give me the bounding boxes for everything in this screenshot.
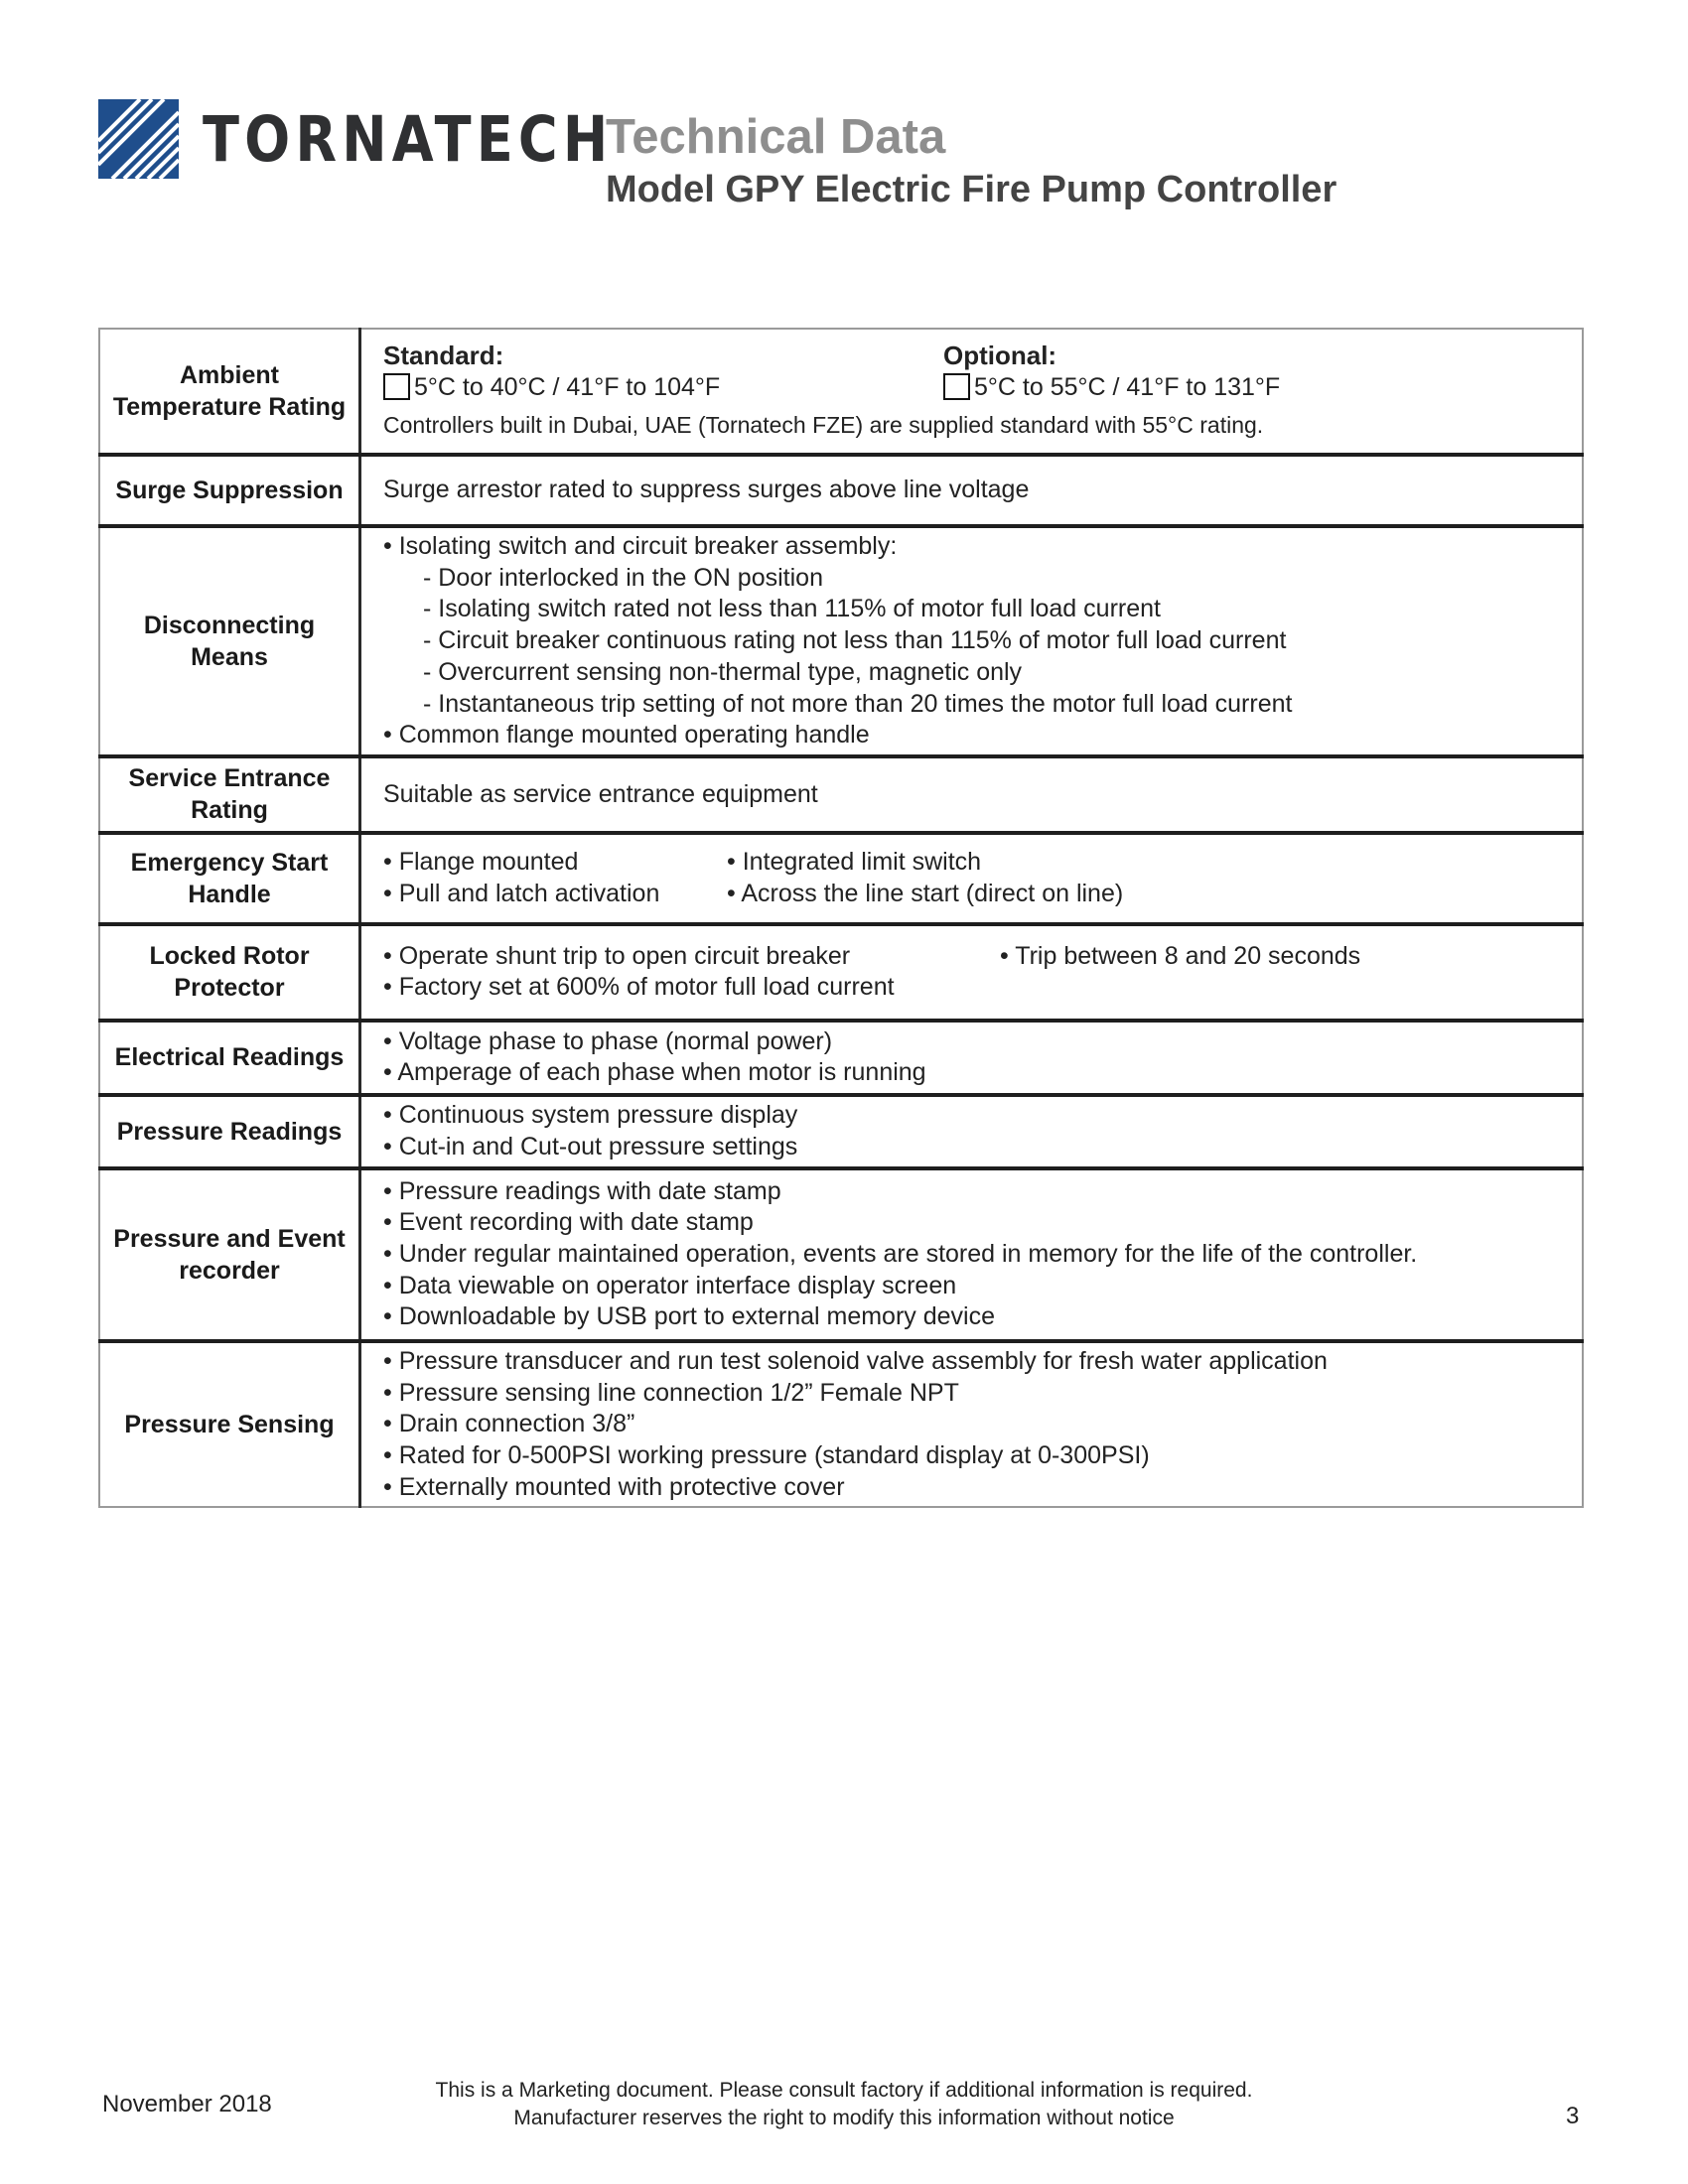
list-item: • Pressure transducer and run test solenoid valve assembly for fresh water application (383, 1346, 1328, 1375)
row-value (360, 833, 1584, 924)
row-value: Surge arrestor rated to suppress surges above line voltage (360, 455, 1584, 526)
row-surge-suppression (99, 455, 1583, 526)
optional-label: Optional: (943, 341, 1057, 371)
list-item: • Flange mounted (383, 848, 579, 877)
row-label: Emergency Start Handle (99, 833, 360, 924)
document-title: Technical Data (606, 110, 946, 164)
list-item: • Event recording with date stamp (383, 1208, 754, 1237)
row-label: Pressure Sensing (99, 1341, 360, 1508)
list-item: • Operate shunt trip to open circuit breaker (383, 941, 851, 970)
tornatech-logo (98, 99, 680, 179)
row-value (360, 1095, 1584, 1168)
spec-table (98, 328, 1584, 1508)
row-label: Electrical Readings (99, 1021, 360, 1095)
page-number: 3 (1566, 2103, 1580, 2129)
list-item: • Voltage phase to phase (normal power) (383, 1026, 833, 1055)
row-value (360, 1021, 1584, 1095)
tornatech-logo-icon (98, 99, 179, 179)
footer-notice (0, 2077, 1688, 2132)
list-item: • Factory set at 600% of motor full load current (383, 973, 895, 1002)
row-label: Pressure and Event recorder (99, 1168, 360, 1341)
row-locked-rotor-protector (99, 924, 1583, 1021)
row-value: Suitable as service entrance equipment (360, 756, 1584, 833)
row-pressure-readings (99, 1095, 1583, 1168)
row-label: Locked Rotor Protector (99, 924, 360, 1021)
list-item: • Integrated limit switch (727, 848, 982, 877)
footer-notice-line: This is a Marketing document. Please consult factory if additional information is required. (435, 2079, 1253, 2102)
list-item: • Cut-in and Cut-out pressure settings (383, 1132, 798, 1160)
footer-notice-line: Manufacturer reserves the right to modify this information without notice (513, 2107, 1175, 2129)
list-item: • Pressure sensing line connection 1/2” Female NPT (383, 1378, 959, 1407)
row-label: Pressure Readings (99, 1095, 360, 1168)
row-label: Disconnecting Means (99, 526, 360, 756)
standard-checkbox[interactable] (383, 373, 410, 400)
row-value (360, 329, 1584, 455)
row-emergency-start-handle (99, 833, 1583, 924)
row-ambient-temperature (99, 329, 1583, 455)
standard-label: Standard: (383, 341, 504, 371)
list-item: • Across the line start (direct on line) (727, 879, 1124, 907)
list-item: • Externally mounted with protective cover (383, 1472, 845, 1501)
list-item: • Amperage of each phase when motor is running (383, 1058, 926, 1087)
list-item: • Downloadable by USB port to external memory device (383, 1302, 995, 1331)
optional-value: 5°C to 55°C / 41°F to 131°F (974, 373, 1281, 402)
row-electrical-readings (99, 1021, 1583, 1095)
list-item: • Isolating switch and circuit breaker assembly: (383, 532, 898, 560)
row-value (360, 924, 1584, 1021)
optional-checkbox[interactable] (943, 373, 970, 400)
row-value (360, 1341, 1584, 1508)
row-label: Ambient Temperature Rating (99, 329, 360, 455)
ambient-note: Controllers built in Dubai, UAE (Tornatech FZE) are supplied standard with 55°C rating. (383, 411, 1264, 438)
list-item: - Instantaneous trip setting of not more than 20 times the motor full load current (423, 689, 1293, 718)
row-value (360, 526, 1584, 756)
list-item: • Under regular maintained operation, events are stored in memory for the life of the controller. (383, 1240, 1418, 1269)
list-item: - Door interlocked in the ON position (423, 563, 823, 592)
list-item: - Overcurrent sensing non-thermal type, magnetic only (423, 657, 1023, 686)
list-item: • Continuous system pressure display (383, 1101, 798, 1130)
list-item: • Rated for 0-500PSI working pressure (standard display at 0-300PSI) (383, 1441, 1150, 1470)
list-item: • Data viewable on operator interface display screen (383, 1271, 957, 1299)
list-item: • Pressure readings with date stamp (383, 1176, 781, 1205)
list-item: • Common flange mounted operating handle (383, 721, 870, 750)
logo-wordmark: TORNATECH (203, 102, 614, 176)
standard-value: 5°C to 40°C / 41°F to 104°F (414, 373, 721, 402)
row-label: Surge Suppression (99, 455, 360, 526)
document-subtitle: Model GPY Electric Fire Pump Controller (606, 169, 1337, 210)
list-item: - Isolating switch rated not less than 115% of motor full load current (423, 595, 1161, 623)
row-label: Service Entrance Rating (99, 756, 360, 833)
list-item: • Drain connection 3/8” (383, 1410, 635, 1438)
row-disconnecting-means (99, 526, 1583, 756)
list-item: - Circuit breaker continuous rating not less than 115% of motor full load current (423, 626, 1287, 655)
row-service-entrance (99, 756, 1583, 833)
row-pressure-event-recorder (99, 1168, 1583, 1341)
footer-date: November 2018 (102, 2091, 272, 2117)
row-value (360, 1168, 1584, 1341)
row-pressure-sensing (99, 1341, 1583, 1508)
list-item: • Trip between 8 and 20 seconds (1000, 941, 1361, 970)
list-item: • Pull and latch activation (383, 879, 660, 907)
